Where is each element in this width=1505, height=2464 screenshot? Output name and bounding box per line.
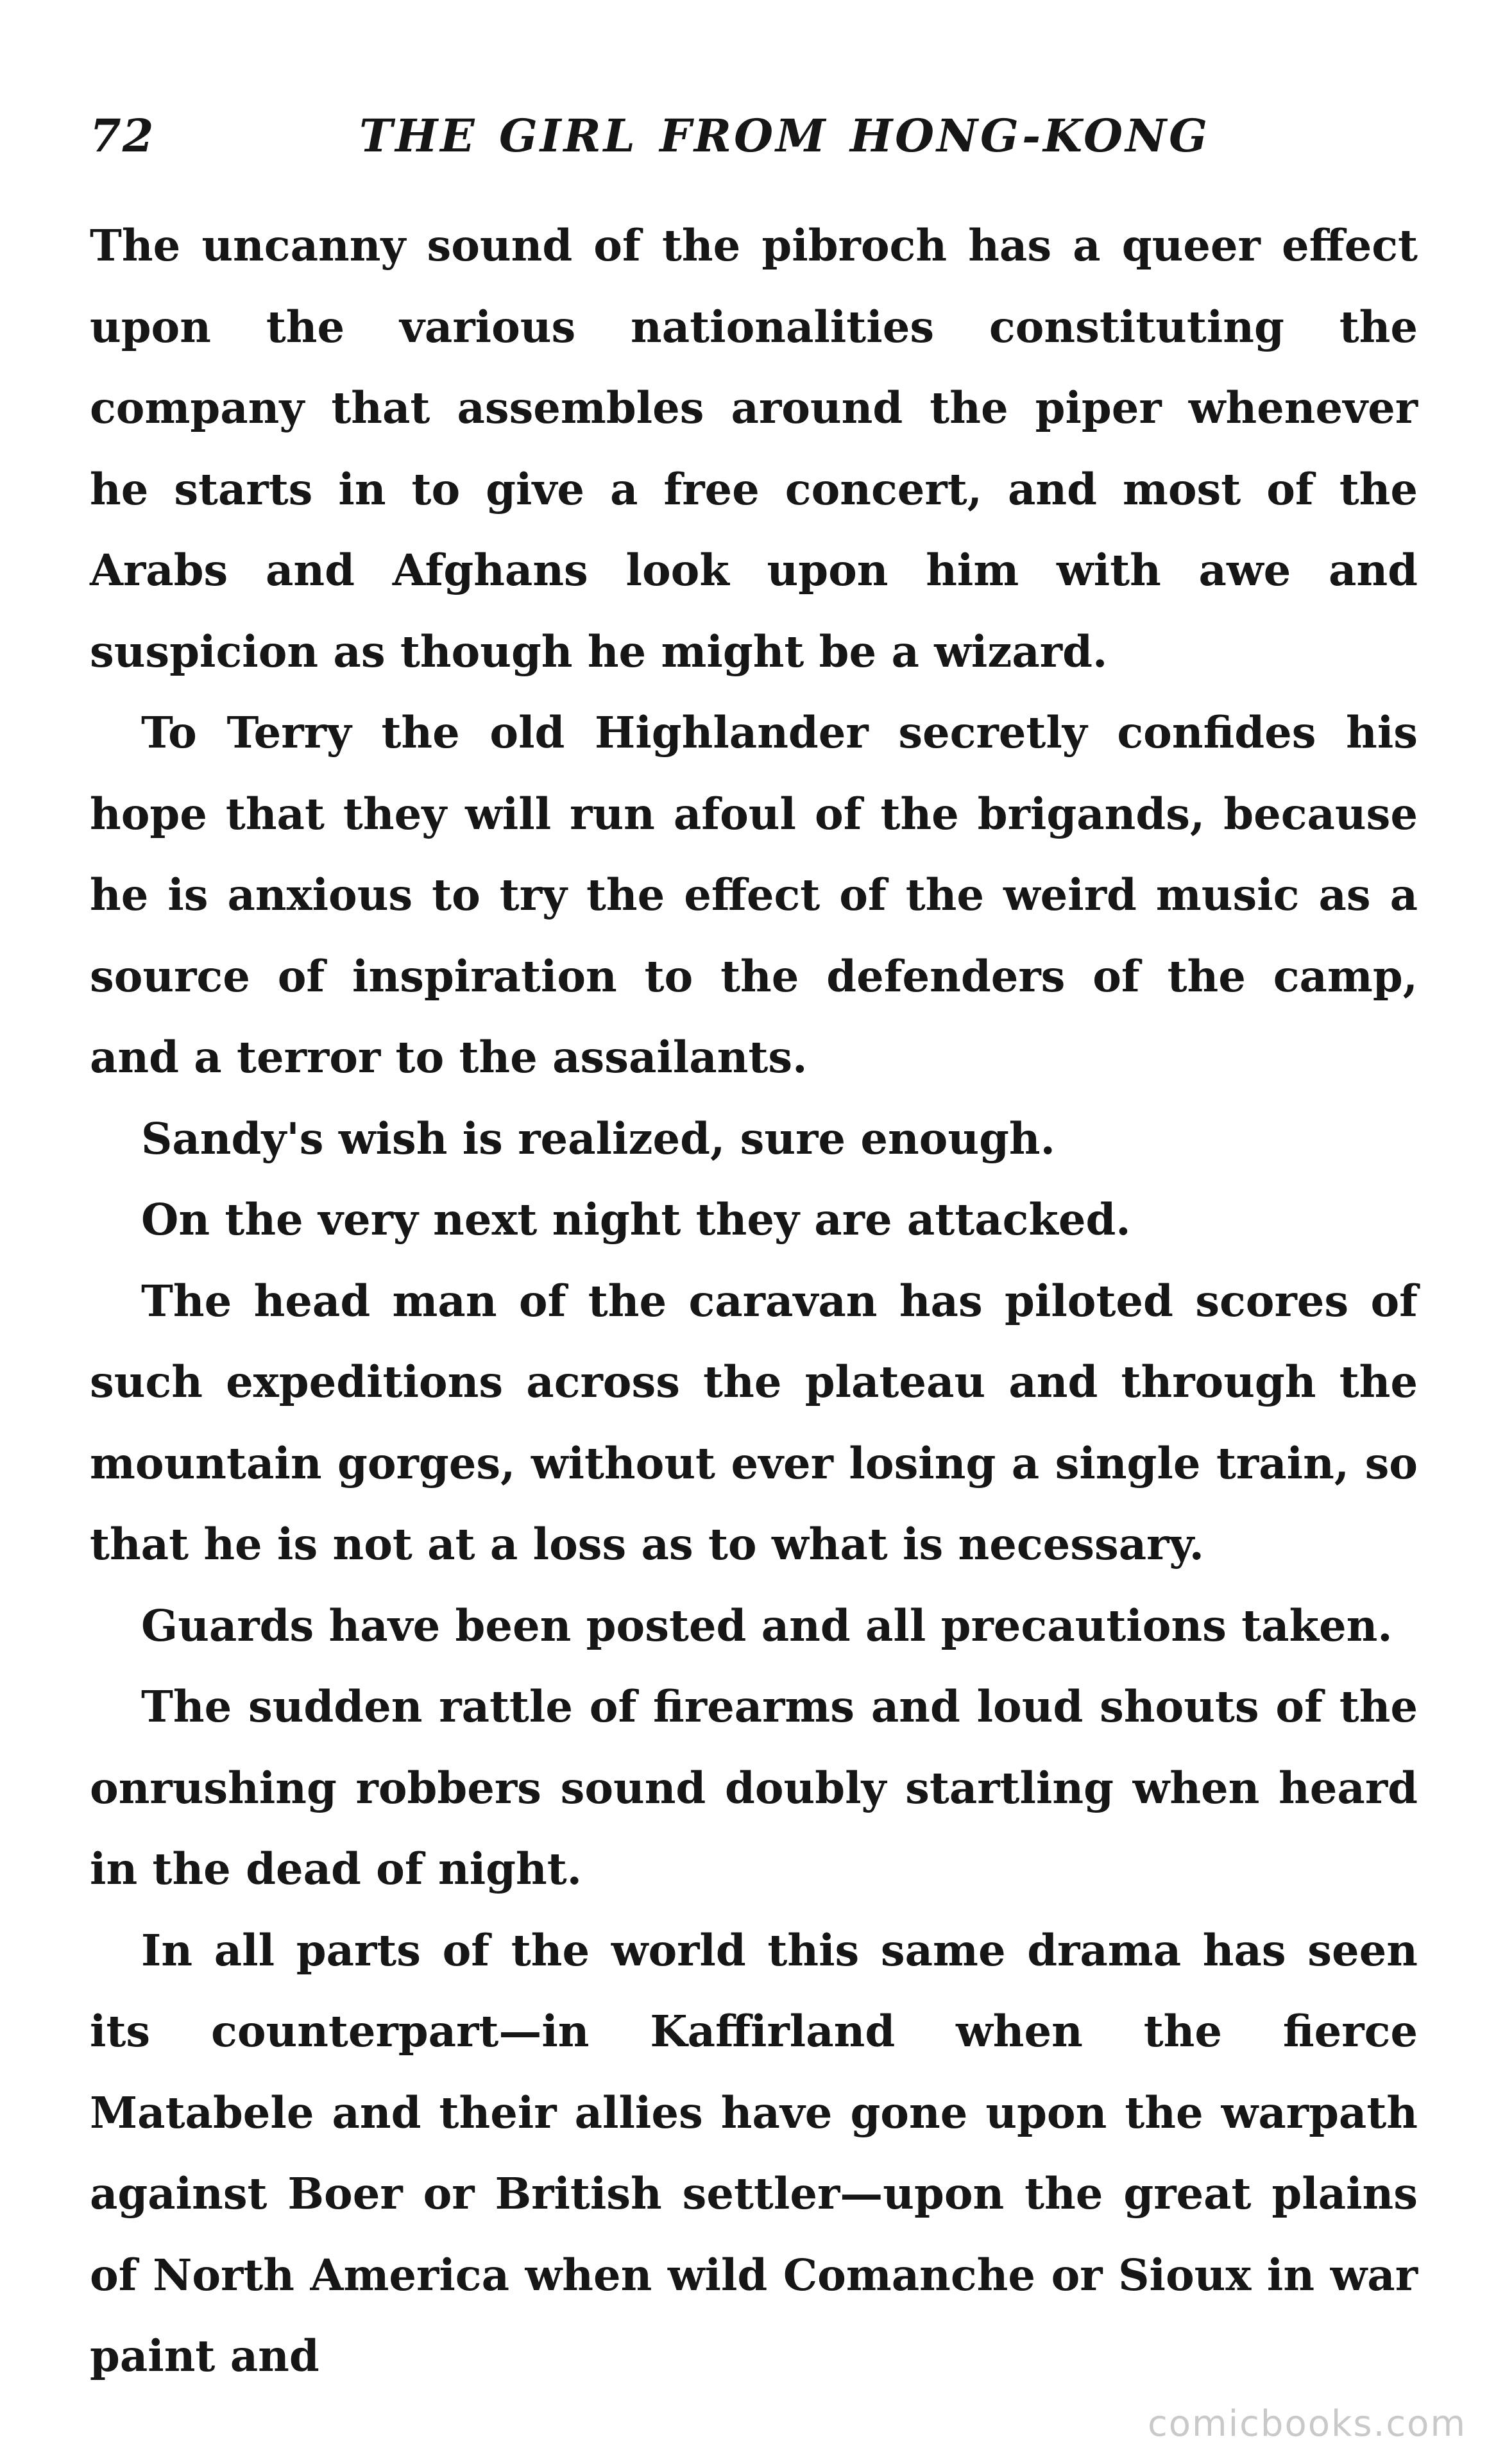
paragraph-5: The head man of the caravan has piloted scores of such expeditions across the plateau and through the mountain gorges, without ever losing a single train, so that he is not at a loss as to what is necessary. <box>90 1275 1418 1570</box>
paragraph-4: On the very next night they are attacked. <box>141 1194 1131 1245</box>
body-text <box>90 205 1418 2397</box>
paragraph-7: The sudden rattle of firearms and loud shouts of the onrushing robbers sound doubly startling when heard in the dead of night. <box>90 1681 1418 1894</box>
paragraph-2: To Terry the old Highlander secretly confides his hope that they will run afoul of the brigands, because he is anxious to try the effect of the weird music as a source of inspiration to the defenders of the camp, and a terror to the assailants. <box>90 707 1418 1082</box>
watermark: comicbooks.com <box>1147 2403 1467 2445</box>
paragraph-6: Guards have been posted and all precautions taken. <box>141 1600 1393 1651</box>
paragraph-1: The uncanny sound of the pibroch has a queer effect upon the various nationalities constituting the company that assembles around the piper whenever he starts in to give a free concert, and most of the Arabs and Afghans look upon him with awe and suspicion as though he might be a wizard. <box>90 220 1418 677</box>
page-header <box>90 109 1418 180</box>
page-number: 72 <box>90 109 155 162</box>
running-title: THE GIRL FROM HONG-KONG <box>359 109 1210 162</box>
paragraph-8: In all parts of the world this same drama has seen its counterpart—in Kaffirland when the fierce Matabele and their allies have gone upon the warpath against Boer or British settler—upon the great plains of North America when wild Comanche or Sioux in war paint and <box>90 1924 1418 2381</box>
paragraph-3: Sandy's wish is realized, sure enough. <box>141 1113 1055 1164</box>
